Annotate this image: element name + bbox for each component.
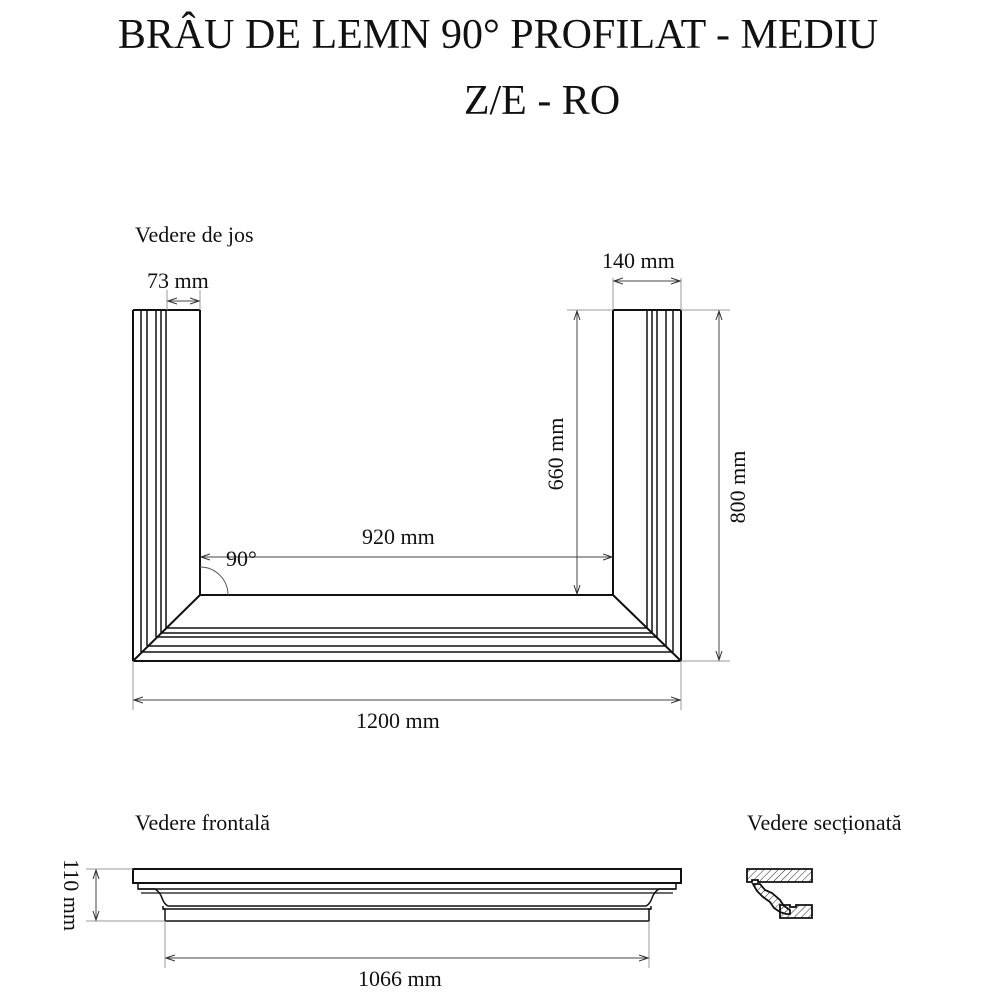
bottom-view-frame <box>133 310 681 661</box>
dim-base-length: 1066 mm <box>358 966 442 991</box>
dim-profile-width-left: 73 mm <box>147 268 209 293</box>
front-view-profile <box>133 869 681 921</box>
section-view-profile <box>747 869 812 918</box>
dim-profile-width-right: 140 mm <box>602 248 675 273</box>
drawing-title-line2: Z/E - RO <box>463 78 621 124</box>
section-view-label: Vedere secționată <box>747 810 902 835</box>
extension-lines <box>133 278 730 710</box>
front-view-label: Vedere frontală <box>135 810 270 835</box>
dim-outer-length: 1200 mm <box>356 708 440 733</box>
dim-outer-depth: 800 mm <box>725 450 750 524</box>
dim-angle: 90° <box>226 546 257 571</box>
dim-inner-length: 920 mm <box>362 524 435 549</box>
bottom-view-label: Vedere de jos <box>135 222 254 247</box>
dim-inner-depth: 660 mm <box>543 417 568 491</box>
drawing-title-line1: BRÂU DE LEMN 90° PROFILAT - MEDIU <box>117 12 879 58</box>
angle-arc <box>200 567 228 595</box>
dim-height: 110 mm <box>59 859 84 931</box>
